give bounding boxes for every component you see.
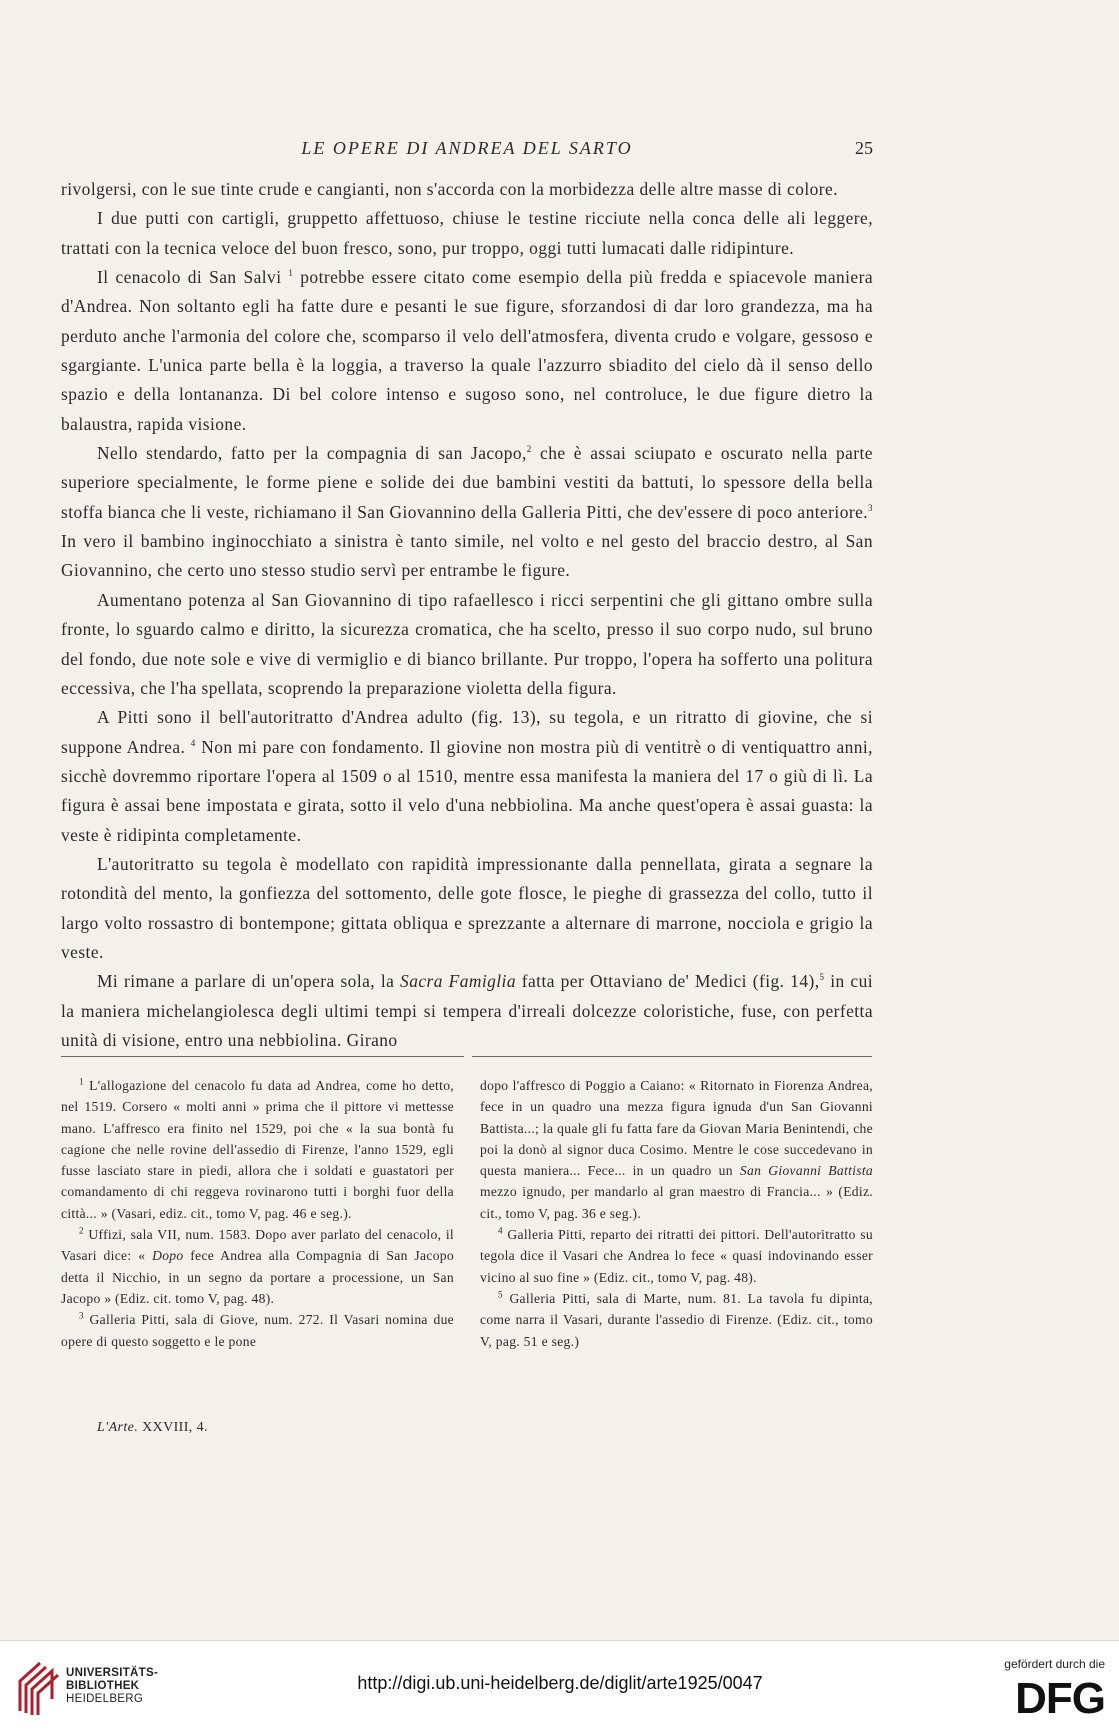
footnote-ref[interactable]: 3 — [868, 502, 873, 513]
footnote-ref[interactable]: 1 — [288, 268, 294, 279]
footnote: $^1$ L'allogazione del cenacolo fu data ad Andrea, come ho detto, nel 1519. Corsero « molti anni » prima che il pittore vi mettesse mano. L'affresco era finito nel 1529, poi che « la sua bontà fu cagione che nelle rovine dell'assedio di Firenze, l'anno 1529, egli fusse lasciato stare in piedi, allora che i soldati e guastatori per comandamento di chi reggeva rovinarono tutti i borghi fuor della città... » (Vasari, ediz. cit., tomo V, pag. 46 e seg.). — [61, 1076, 454, 1221]
footnote-continuation: dopo l'affresco di Poggio a Caiano: « Ritornato in Fiorenza Andrea, fece in un quadro una mezza figura ignuda d'un San Giovanni Battista...; la quale gli fu fatta fare da Giovan Maria Benintendi, che poi la donò al signor duca Cosimo. Mentre le cose succedevano in questa maniera... Fece... in un quadro un San Giovanni Battista mezzo ignudo, per mandarlo al gran maestro di Francia... » (Ediz. cit., tomo V, pag. 36 e seg.). — [480, 1078, 874, 1221]
footnote: $^2$ Uffizi, sala VII, num. 1583. Dopo aver parlato del cenacolo, il Vasari dice: « Dopo fece Andrea alla Compagnia di San Jacopo detta il Nicchio, in un segno da portare a processione, un San Jacopo » (Ediz. cit. tomo V, pag. 48). — [61, 1225, 454, 1306]
paragraph: A Pitti sono il bell'autoritratto d'Andrea adulto (fig. 13), su tegola, e un ritratto di giovine, che si suppone Andrea. $^4$ Non mi pare con fondamento. Il giovine non mostra più di ventitrè o di ventiquattro anni, sicchè dovremmo riportare l'opera al 1509 o al 1510, mentre essa manifesta la maniera del 17 o giù di lì. La figura è assai bene impostata e girata, sotto il velo d'una nebbiolina. Ma anche quest'opera è assai guasta: la veste è ridipinta completamente. — [61, 707, 873, 845]
funding-caption: gefördert durch die — [1004, 1657, 1105, 1671]
body-text — [61, 175, 873, 1055]
footnote-divider — [472, 1056, 872, 1057]
running-head: LE OPERE DI ANDREA DEL SARTO — [301, 138, 633, 158]
paragraph: Il cenacolo di San Salvi $^1$ potrebbe essere citato come esempio della più fredda e spiacevole maniera d'Andrea. Non soltanto egli ha fatte dure e pesanti le sue figure, sforzandosi di dar loro grandezza, ma ha perduto anche l'armonia del colore che, scomparso il velo dell'atmosfera, diventa crudo e volgare, gessoso e sgargiante. L'unica parte bella è la loggia, a traverso la quale l'azzurro sbiadito del cielo dà il senso dello spazio e della lontananza. Di bel colore intenso e sugoso sono, nel controluce, le due figure dietro la balaustra, rapida visione. — [61, 267, 873, 434]
viewer-footer — [0, 1640, 1119, 1733]
footnotes-left-column — [61, 1075, 454, 1352]
footnote: $^4$ Galleria Pitti, reparto dei ritratti dei pittori. Dell'autoritratto su tegola dice il Vasari che Andrea lo fece « quasi indovinando esser vicino al suo fine » (Ediz. cit., tomo V, pag. 48). — [480, 1225, 873, 1285]
dfg-logo-icon[interactable]: DFG — [1015, 1674, 1105, 1723]
university-library-logo-icon[interactable] — [14, 1659, 62, 1717]
paragraph: Nello stendardo, fatto per la compagnia di san Jacopo,$^2$ che è assai sciupato e oscurato nella parte superiore specialmente, le forme piene e solide dei due bambini vestiti da battuti, lo spessore della bella stoffa bianca che li veste, richiamano il San Giovannino della Galleria Pitti, che dev'essere di poco anteriore.$^3$ In vero il bambino inginocchiato a sinistra è tanto simile, nel volto e nel gesto del braccio destro, al San Giovannino, che certo uno stesso studio servì per entrambe le figure. — [61, 443, 873, 581]
page-number: 25 — [855, 138, 873, 158]
signature-mark: L'Arte. XXVIII, 4. — [97, 1420, 208, 1435]
footnote: $^3$ Galleria Pitti, sala di Giove, num. 272. Il Vasari nomina due opere di questo soggetto e le pone — [61, 1310, 454, 1349]
paragraph: Mi rimane a parlare di un'opera sola, la Sacra Famiglia fatta per Ottaviano de' Medici (fig. 14),$^5$ in cui la maniera michelangiolesca degli ultimi tempi si tempera d'irreali dolcezze coloristiche, fuse, con perfetta unità di visione, entro una nebbiolina. Girano — [61, 971, 874, 1050]
paragraph: Aumentano potenza al San Giovannino di tipo rafaellesco i ricci serpentini che gli gittano ombre sulla fronte, lo sguardo calmo e diritto, la sicurezza cromatica, che ha scelto, presso il suo corpo nudo, sul bruno del fondo, due note sole e vive di vermiglio e di bianco brillante. Pur troppo, l'opera ha sofferto una politura eccessiva, che l'ha spellata, scoprendo la preparazione violetta della figura. — [61, 589, 873, 698]
permalink-url[interactable]: http://digi.ub.uni-heidelberg.de/diglit/arte1925/0047 — [357, 1673, 763, 1693]
paragraph: L'autoritratto su tegola è modellato con rapidità impressionante dalla pennellata, girata a segnare la rotondità del mento, la gonfiezza del sottomento, delle gote flosce, le pieghe di grassezza del collo, tutto il largo volto rossastro di bontempone; gittata obliqua e sprezzante a alternare di marrone, nocciola e grigio la veste. — [61, 853, 873, 962]
footnote-divider — [61, 1056, 464, 1057]
paragraph: I due putti con cartigli, gruppetto affettuoso, chiuse le testine ricciute nella conca delle ali leggere, trattati con la tecnica veloce del buon fresco, sono, pur troppo, oggi tutti lumacati dalle ridipinture. — [61, 208, 873, 258]
footnotes-right-column — [480, 1075, 873, 1352]
footnote-ref[interactable]: 2 — [526, 444, 532, 455]
footnote: $^5$ Galleria Pitti, sala di Marte, num. 81. La tavola fu dipinta, come narra il Vasari, durante l'assedio di Firenze. (Ediz. cit., tomo V, pag. 51 e seg.) — [480, 1289, 873, 1349]
library-name[interactable]: UNIVERSITÄTS- BIBLIOTHEK HEIDELBERG — [66, 1667, 159, 1705]
footnote-ref[interactable]: 4 — [190, 737, 196, 748]
paragraph: rivolgersi, con le sue tinte crude e cangianti, non s'accorda con la morbidezza delle altre masse di colore. — [61, 179, 839, 199]
footnote-ref[interactable]: 5 — [819, 972, 825, 983]
